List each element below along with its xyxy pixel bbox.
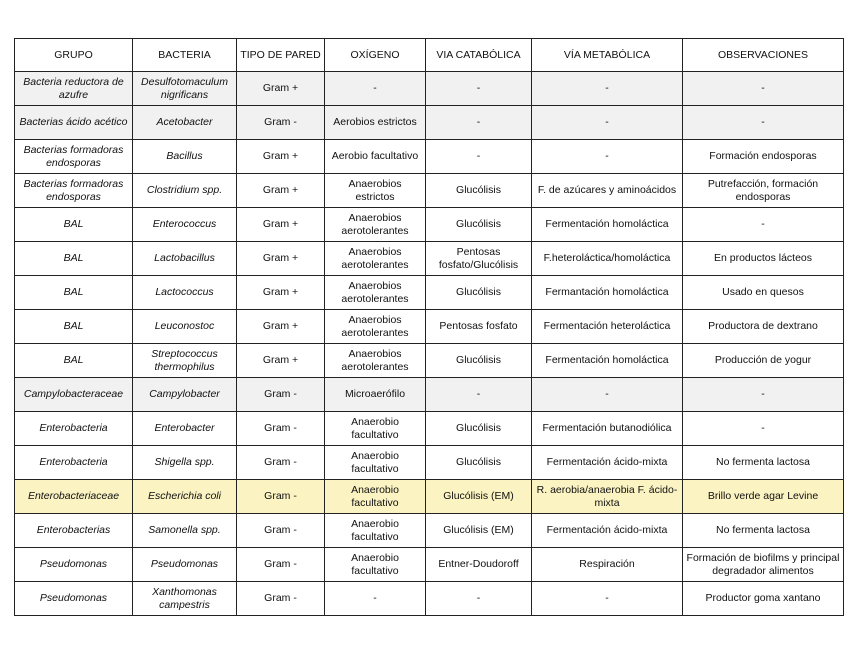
cell-grupo: Bacteria reductora de azufre [15,72,133,106]
cell-tipo-de-pared: Gram + [237,72,325,106]
cell-bacteria: Enterococcus [133,208,237,242]
cell-observaciones: - [683,412,844,446]
cell-tipo-de-pared: Gram - [237,514,325,548]
cell-observaciones: Usado en quesos [683,276,844,310]
header-row [15,39,844,72]
cell-bacteria: Clostridium spp. [133,174,237,208]
cell-via-metabolica: F.heteroláctica/homoláctica [532,242,683,276]
cell-grupo: BAL [15,310,133,344]
cell-oxigeno: - [325,582,426,616]
cell-grupo: Enterobacteria [15,446,133,480]
cell-observaciones: Formación endosporas [683,140,844,174]
cell-via-metabolica: Fermentación ácido-mixta [532,446,683,480]
cell-oxigeno: Anaerobios aerotolerantes [325,344,426,378]
cell-via-catabolica: - [426,140,532,174]
table-row [15,242,844,276]
cell-tipo-de-pared: Gram - [237,480,325,514]
header-grupo: GRUPO [15,39,133,72]
cell-bacteria: Acetobacter [133,106,237,140]
cell-via-metabolica: Fermentación butanodiólica [532,412,683,446]
header-tipo-de-pared: TIPO DE PARED [237,39,325,72]
cell-oxigeno: Anaerobio facultativo [325,446,426,480]
cell-oxigeno: Anaerobios aerotolerantes [325,208,426,242]
header-observaciones: OBSERVACIONES [683,39,844,72]
cell-grupo: Enterobacteriaceae [15,480,133,514]
cell-via-catabolica: - [426,106,532,140]
cell-via-catabolica: Glucólisis [426,276,532,310]
cell-observaciones: - [683,106,844,140]
header-oxigeno: OXÍGENO [325,39,426,72]
cell-via-catabolica: Glucólisis [426,208,532,242]
cell-via-metabolica: - [532,72,683,106]
table-row [15,174,844,208]
cell-observaciones: Productor goma xantano [683,582,844,616]
cell-via-metabolica: Fermentación heteroláctica [532,310,683,344]
cell-grupo: Campylobacteraceae [15,378,133,412]
cell-grupo: Bacterias formadoras endosporas [15,174,133,208]
cell-tipo-de-pared: Gram + [237,140,325,174]
cell-grupo: BAL [15,208,133,242]
cell-via-catabolica: - [426,582,532,616]
cell-via-metabolica: F. de azúcares y aminoácidos [532,174,683,208]
cell-via-catabolica: Glucólisis [426,174,532,208]
cell-via-metabolica: - [532,378,683,412]
cell-observaciones: - [683,208,844,242]
table-row [15,514,844,548]
cell-oxigeno: Anaerobio facultativo [325,480,426,514]
table-row [15,480,844,514]
cell-observaciones: No fermenta lactosa [683,446,844,480]
cell-bacteria: Streptococcus thermophilus [133,344,237,378]
cell-bacteria: Leuconostoc [133,310,237,344]
cell-observaciones: No fermenta lactosa [683,514,844,548]
cell-via-metabolica: - [532,582,683,616]
cell-bacteria: Lactococcus [133,276,237,310]
cell-bacteria: Enterobacter [133,412,237,446]
table-row [15,208,844,242]
cell-bacteria: Bacillus [133,140,237,174]
cell-via-catabolica: Pentosas fosfato [426,310,532,344]
cell-via-catabolica: Glucólisis (EM) [426,480,532,514]
cell-bacteria: Escherichia coli [133,480,237,514]
cell-via-metabolica: Fermentación homoláctica [532,208,683,242]
cell-tipo-de-pared: Gram + [237,344,325,378]
cell-grupo: BAL [15,276,133,310]
cell-grupo: Pseudomonas [15,548,133,582]
cell-oxigeno: Anaerobio facultativo [325,412,426,446]
cell-tipo-de-pared: Gram + [237,208,325,242]
cell-via-catabolica: Glucólisis [426,412,532,446]
cell-oxigeno: Anaerobio facultativo [325,548,426,582]
cell-bacteria: Pseudomonas [133,548,237,582]
cell-via-metabolica: Fermentación homoláctica [532,344,683,378]
cell-via-catabolica: Glucólisis (EM) [426,514,532,548]
table-row [15,276,844,310]
table-row [15,106,844,140]
cell-observaciones: En productos lácteos [683,242,844,276]
cell-oxigeno: Aerobios estrictos [325,106,426,140]
cell-oxigeno: Microaerófilo [325,378,426,412]
cell-tipo-de-pared: Gram + [237,310,325,344]
cell-bacteria: Shigella spp. [133,446,237,480]
cell-tipo-de-pared: Gram - [237,446,325,480]
cell-bacteria: Samonella spp. [133,514,237,548]
cell-grupo: BAL [15,344,133,378]
cell-via-catabolica: Pentosas fosfato/Glucólisis [426,242,532,276]
cell-oxigeno: - [325,72,426,106]
table-row [15,378,844,412]
cell-via-metabolica: Fermentación ácido-mixta [532,514,683,548]
cell-bacteria: Desulfotomaculum nigrificans [133,72,237,106]
table-row [15,548,844,582]
cell-oxigeno: Aerobio facultativo [325,140,426,174]
table-row [15,582,844,616]
cell-via-catabolica: Glucólisis [426,446,532,480]
cell-bacteria: Campylobacter [133,378,237,412]
cell-observaciones: Productora de dextrano [683,310,844,344]
cell-oxigeno: Anaerobios aerotolerantes [325,276,426,310]
cell-via-metabolica: Respiración [532,548,683,582]
cell-tipo-de-pared: Gram - [237,548,325,582]
cell-via-catabolica: Entner-Doudoroff [426,548,532,582]
cell-bacteria: Lactobacillus [133,242,237,276]
cell-oxigeno: Anaerobios aerotolerantes [325,310,426,344]
cell-oxigeno: Anaerobios estrictos [325,174,426,208]
cell-tipo-de-pared: Gram + [237,242,325,276]
table-row [15,72,844,106]
cell-via-catabolica: - [426,72,532,106]
cell-bacteria: Xanthomonas campestris [133,582,237,616]
cell-tipo-de-pared: Gram - [237,106,325,140]
table-row [15,412,844,446]
cell-grupo: Enterobacteria [15,412,133,446]
table-row [15,446,844,480]
cell-observaciones: Producción de yogur [683,344,844,378]
header-bacteria: BACTERIA [133,39,237,72]
cell-oxigeno: Anaerobio facultativo [325,514,426,548]
header-via-metabolica: VÍA METABÓLICA [532,39,683,72]
cell-tipo-de-pared: Gram + [237,276,325,310]
cell-tipo-de-pared: Gram - [237,378,325,412]
cell-via-metabolica: - [532,106,683,140]
header-via-catabolica: VIA CATABÓLICA [426,39,532,72]
cell-grupo: Bacterias ácido acético [15,106,133,140]
cell-tipo-de-pared: Gram - [237,412,325,446]
cell-grupo: Bacterias formadoras endosporas [15,140,133,174]
cell-tipo-de-pared: Gram - [237,582,325,616]
cell-grupo: Enterobacterias [15,514,133,548]
table-row [15,344,844,378]
cell-observaciones: Formación de biofilms y principal degradador alimentos [683,548,844,582]
cell-via-metabolica: - [532,140,683,174]
table-body [15,72,844,616]
cell-oxigeno: Anaerobios aerotolerantes [325,242,426,276]
cell-observaciones: Brillo verde agar Levine [683,480,844,514]
cell-grupo: Pseudomonas [15,582,133,616]
cell-via-metabolica: R. aerobia/anaerobia F. ácido-mixta [532,480,683,514]
cell-observaciones: - [683,72,844,106]
cell-via-catabolica: Glucólisis [426,344,532,378]
cell-observaciones: Putrefacción, formación endosporas [683,174,844,208]
cell-observaciones: - [683,378,844,412]
cell-via-catabolica: - [426,378,532,412]
table-row [15,140,844,174]
bacteria-table [14,38,844,616]
table-row [15,310,844,344]
cell-grupo: BAL [15,242,133,276]
cell-tipo-de-pared: Gram + [237,174,325,208]
cell-via-metabolica: Fermantación homoláctica [532,276,683,310]
